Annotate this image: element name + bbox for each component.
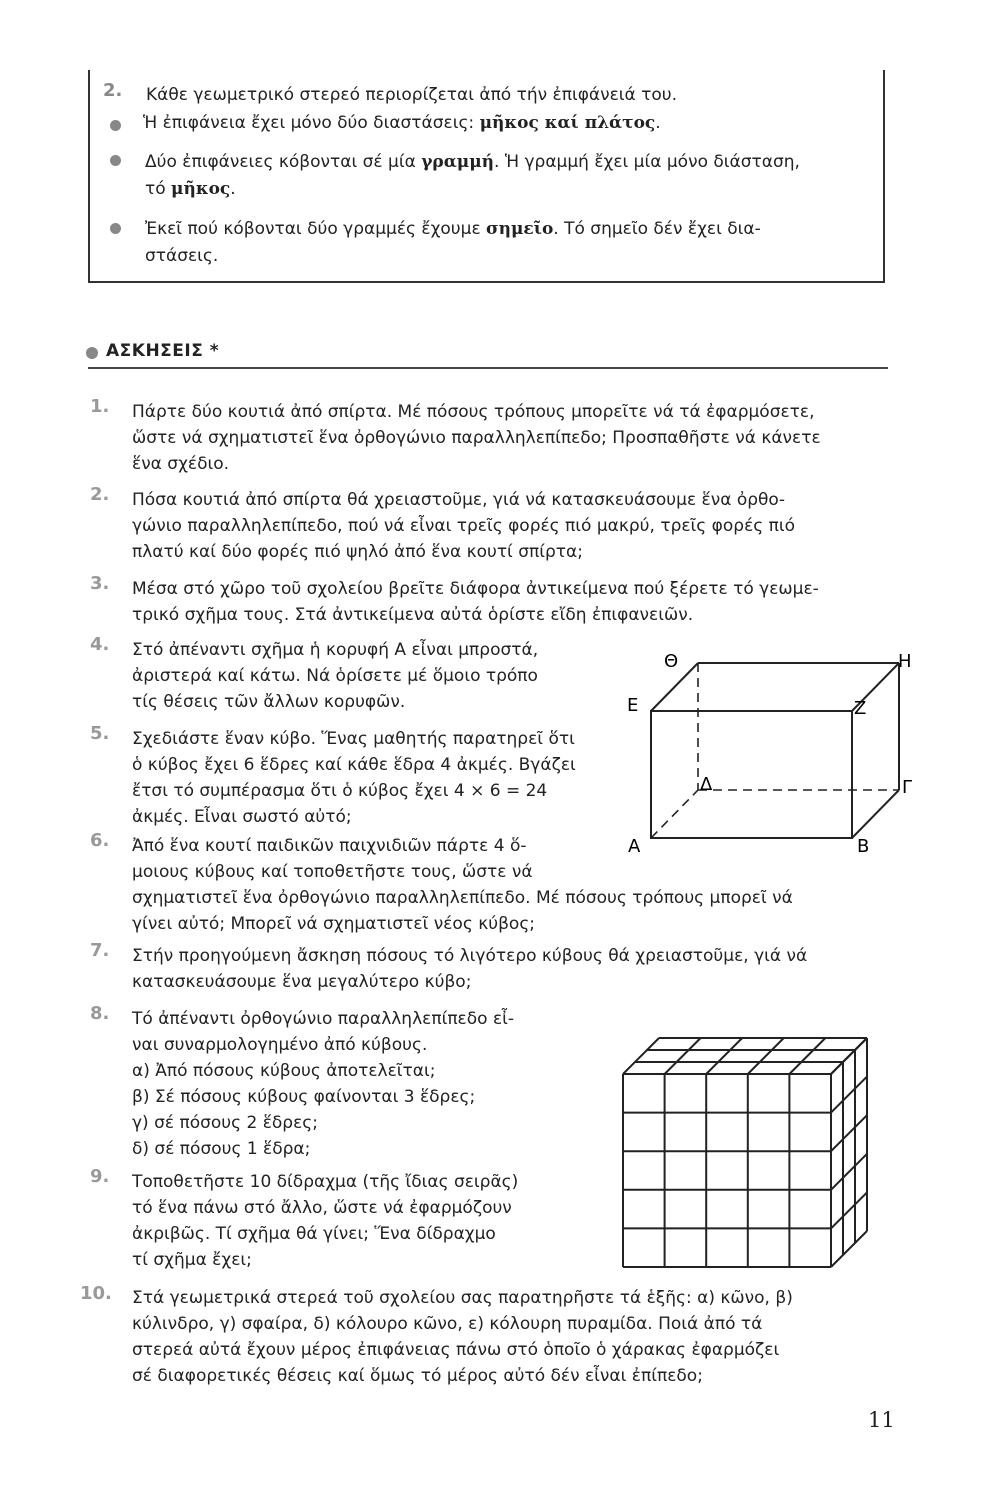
bullet-icon	[110, 155, 121, 166]
exercise-line: ἀκριβῶς. Τί σχῆμα θά γίνει; Ἕνα δίδραχμο	[132, 1224, 496, 1244]
exercise-line: ἔτσι τό συμπέρασμα ὅτι ὁ κύβος ἔχει 4 × 6 = 24	[132, 781, 548, 801]
exercise-number: 1.	[90, 396, 110, 417]
exercise-line: ἀκμές. Εἶναι σωστό αὐτό;	[132, 807, 352, 827]
summary-point-text: . Τό σημεῖο δέν ἔχει δια-	[553, 219, 761, 239]
exercise-number: 5.	[90, 723, 110, 744]
grid-line	[748, 1038, 784, 1074]
cube-diagram	[620, 640, 920, 860]
summary-point-2	[143, 110, 661, 136]
summary-point-bold: γραμμή	[421, 152, 495, 172]
exercise-line: τί σχῆμα ἔχει;	[132, 1250, 252, 1270]
exercise-line: μοιους κύβους καί τοποθετῆστε τους, ὥστε νά	[132, 862, 533, 882]
exercise-line: Τοποθετῆστε 10 δίδραχμα (τῆς ἴδιας σειρᾶς)	[132, 1172, 519, 1192]
summary-point-3	[145, 149, 800, 175]
grid-line	[706, 1038, 742, 1074]
exercise-line: τό ἕνα πάνω στό ἄλλο, ὥστε νά ἐφαρμόζουν	[132, 1198, 512, 1218]
summary-point-text: Κάθε γεωμετρικό στερεό περιορίζεται ἀπό τήν ἐπιφάνειά του.	[146, 85, 678, 105]
exercise-number: 4.	[90, 634, 110, 655]
exercise-number: 6.	[90, 830, 110, 851]
exercise-line: Πάρτε δύο κουτιά ἀπό σπίρτα. Μέ πόσους τρόπους μπορεῖτε νά τά ἐφαρμόσετε,	[132, 402, 815, 422]
exercise-number: 3.	[90, 573, 110, 594]
bullet-icon	[110, 223, 121, 234]
summary-point-text: .	[230, 179, 236, 199]
summary-point-4	[145, 216, 761, 242]
exercise-line: Στό ἀπέναντι σχῆμα ἡ κορυφή Α εἶναι μπροστά,	[132, 640, 539, 660]
exercise-line: πλατύ καί δύο φορές πιό ψηλό ἀπό ἕνα κουτί σπίρτα;	[132, 542, 583, 562]
exercise-line: Ἀπό ἕνα κουτί παιδικῶν παιχνιδιῶν πάρτε 4 ὅ-	[132, 836, 527, 856]
bullet-icon	[110, 120, 121, 131]
grid-line	[831, 1115, 867, 1151]
exercise-line: Σχεδιάστε ἕναν κύβο. Ἕνας μαθητής παρατηρεῖ ὅτι	[132, 729, 575, 749]
exercise-line: σέ διαφορετικές θέσεις καί ὅμως τό μέρος αὐτό δέν εἶναι ἐπίπεδο;	[132, 1366, 703, 1386]
exercise-line: γ) σέ πόσους 2 ἕδρες;	[132, 1113, 318, 1133]
summary-number: 2.	[103, 80, 123, 101]
summary-point-1	[146, 82, 677, 108]
cubes-block-diagram	[615, 1020, 895, 1290]
summary-point-bold: σημεῖο	[486, 219, 554, 239]
vertex-label-a: Α	[628, 836, 641, 857]
summary-point-text: Δύο ἐπιφάνειες κόβονται σέ μία	[145, 152, 422, 172]
exercise-line: Στήν προηγούμενη ἄσκηση πόσους τό λιγότερο κύβους θά χρειαστοῦμε, γιά νά	[132, 946, 808, 966]
grid-line	[831, 1154, 867, 1190]
summary-point-text: Ἐκεῖ πού κόβονται δύο γραμμές ἔχουμε	[145, 219, 487, 239]
summary-point-text: τό	[145, 179, 172, 199]
summary-point-bold: μῆκος καί πλάτος	[479, 113, 656, 133]
exercise-line: β) Σέ πόσους κύβους φαίνονται 3 ἕδρες;	[132, 1087, 476, 1107]
grid-line	[831, 1038, 867, 1074]
cube-hidden-edge	[651, 790, 698, 838]
bullet-icon	[86, 347, 98, 359]
exercise-number: 8.	[90, 1003, 110, 1024]
grid-line	[831, 1077, 867, 1113]
exercise-line: Τό ἀπέναντι ὀρθογώνιο παραλληλεπίπεδο εἶ-	[132, 1009, 515, 1029]
exercise-line: ναι συναρμολογημένο ἀπό κύβους.	[132, 1035, 428, 1055]
exercise-line: Μέσα στό χῶρο τοῦ σχολείου βρεῖτε διάφορα ἀντικείμενα πού ξέρετε τό γεωμε-	[132, 579, 819, 599]
exercise-line: στερεά αὐτά ἔχουν μέρος ἐπιφάνειας πάνω στό ὁποῖο ὁ χάρακας ἐφαρμόζει	[132, 1340, 780, 1360]
summary-point-4-line2	[145, 243, 218, 269]
vertex-label-e: Ε	[627, 695, 639, 716]
exercise-line: σχηματιστεῖ ἕνα ὀρθογώνιο παραλληλεπίπεδο. Μέ πόσους τρόπους μπορεῖ νά	[132, 888, 793, 908]
exercise-line: τρικό σχῆμα τους. Στά ἀντικείμενα αὐτά ὁρίστε εἴδη ἐπιφανειῶν.	[132, 605, 694, 625]
summary-point-text: .	[655, 113, 661, 133]
exercise-line: Πόσα κουτιά ἀπό σπίρτα θά χρειαστοῦμε, γιά νά κατασκευάσουμε ἕνα ὀρθο-	[132, 490, 785, 510]
grid-line	[789, 1038, 825, 1074]
summary-point-text: . Ἡ γραμμή ἔχει μία μόνο διάσταση,	[494, 152, 800, 172]
summary-point-3-line2	[145, 176, 236, 202]
grid-line	[831, 1192, 867, 1228]
summary-point-text: Ἡ ἐπιφάνεια ἔχει μόνο δύο διαστάσεις:	[143, 113, 480, 133]
exercise-line: ἕνα σχέδιο.	[132, 454, 230, 474]
exercise-number: 9.	[90, 1166, 110, 1187]
section-title: ΑΣΚΗΣΕΙΣ *	[106, 341, 220, 361]
grid-line	[623, 1038, 659, 1074]
exercise-line: γώνιο παραλληλεπίπεδο, πού νά εἶναι τρεῖς φορές πιό μακρύ, τρεῖς φορές πιό	[132, 516, 796, 536]
exercise-line: κύλινδρο, γ) σφαίρα, δ) κόλουρο κῶνο, ε) κόλουρη πυραμίδα. Ποιά ἀπό τά	[132, 1314, 763, 1334]
exercise-line: δ) σέ πόσους 1 ἕδρα;	[132, 1139, 311, 1159]
cube-edge	[852, 790, 899, 838]
vertex-label-d: Δ	[700, 774, 713, 795]
exercise-number: 10.	[80, 1283, 112, 1304]
grid-line	[831, 1231, 867, 1267]
exercise-line: ἀριστερά καί κάτω. Νά ὁρίσετε μέ ὅμοιο τρόπο	[132, 666, 538, 686]
exercise-line: Στά γεωμετρικά στερεά τοῦ σχολείου σας παρατηρῆστε τά ἑξῆς: α) κῶνο, β)	[132, 1288, 793, 1308]
exercise-line: τίς θέσεις τῶν ἄλλων κορυφῶν.	[132, 692, 406, 712]
exercise-number: 2.	[90, 484, 110, 505]
section-rule	[88, 367, 888, 369]
grid-line	[665, 1038, 701, 1074]
exercise-line: ὁ κύβος ἔχει 6 ἕδρες καί κάθε ἕδρα 4 ἀκμές. Βγάζει	[132, 755, 576, 775]
exercise-line: γίνει αὐτό; Μπορεῖ νά σχηματιστεῖ νέος κύβος;	[132, 914, 536, 934]
summary-point-bold: μῆκος	[171, 179, 231, 199]
page-number: 11	[868, 1408, 895, 1432]
cube-front-face	[651, 711, 852, 838]
vertex-label-b: Β	[857, 836, 870, 857]
vertex-label-z: Ζ	[854, 698, 867, 719]
exercise-line: κατασκευάσουμε ἕνα μεγαλύτερο κύβο;	[132, 972, 472, 992]
exercise-line: α) Ἀπό πόσους κύβους ἀποτελεῖται;	[132, 1061, 436, 1081]
exercise-line: ὥστε νά σχηματιστεῖ ἕνα ὀρθογώνιο παραλληλεπίπεδο; Προσπαθῆστε νά κάνετε	[132, 428, 821, 448]
summary-point-text: στάσεις.	[145, 246, 219, 266]
vertex-label-theta: Θ	[664, 651, 679, 672]
vertex-label-h: Η	[898, 651, 912, 672]
vertex-label-g: Γ	[902, 777, 913, 798]
exercise-number: 7.	[90, 940, 110, 961]
